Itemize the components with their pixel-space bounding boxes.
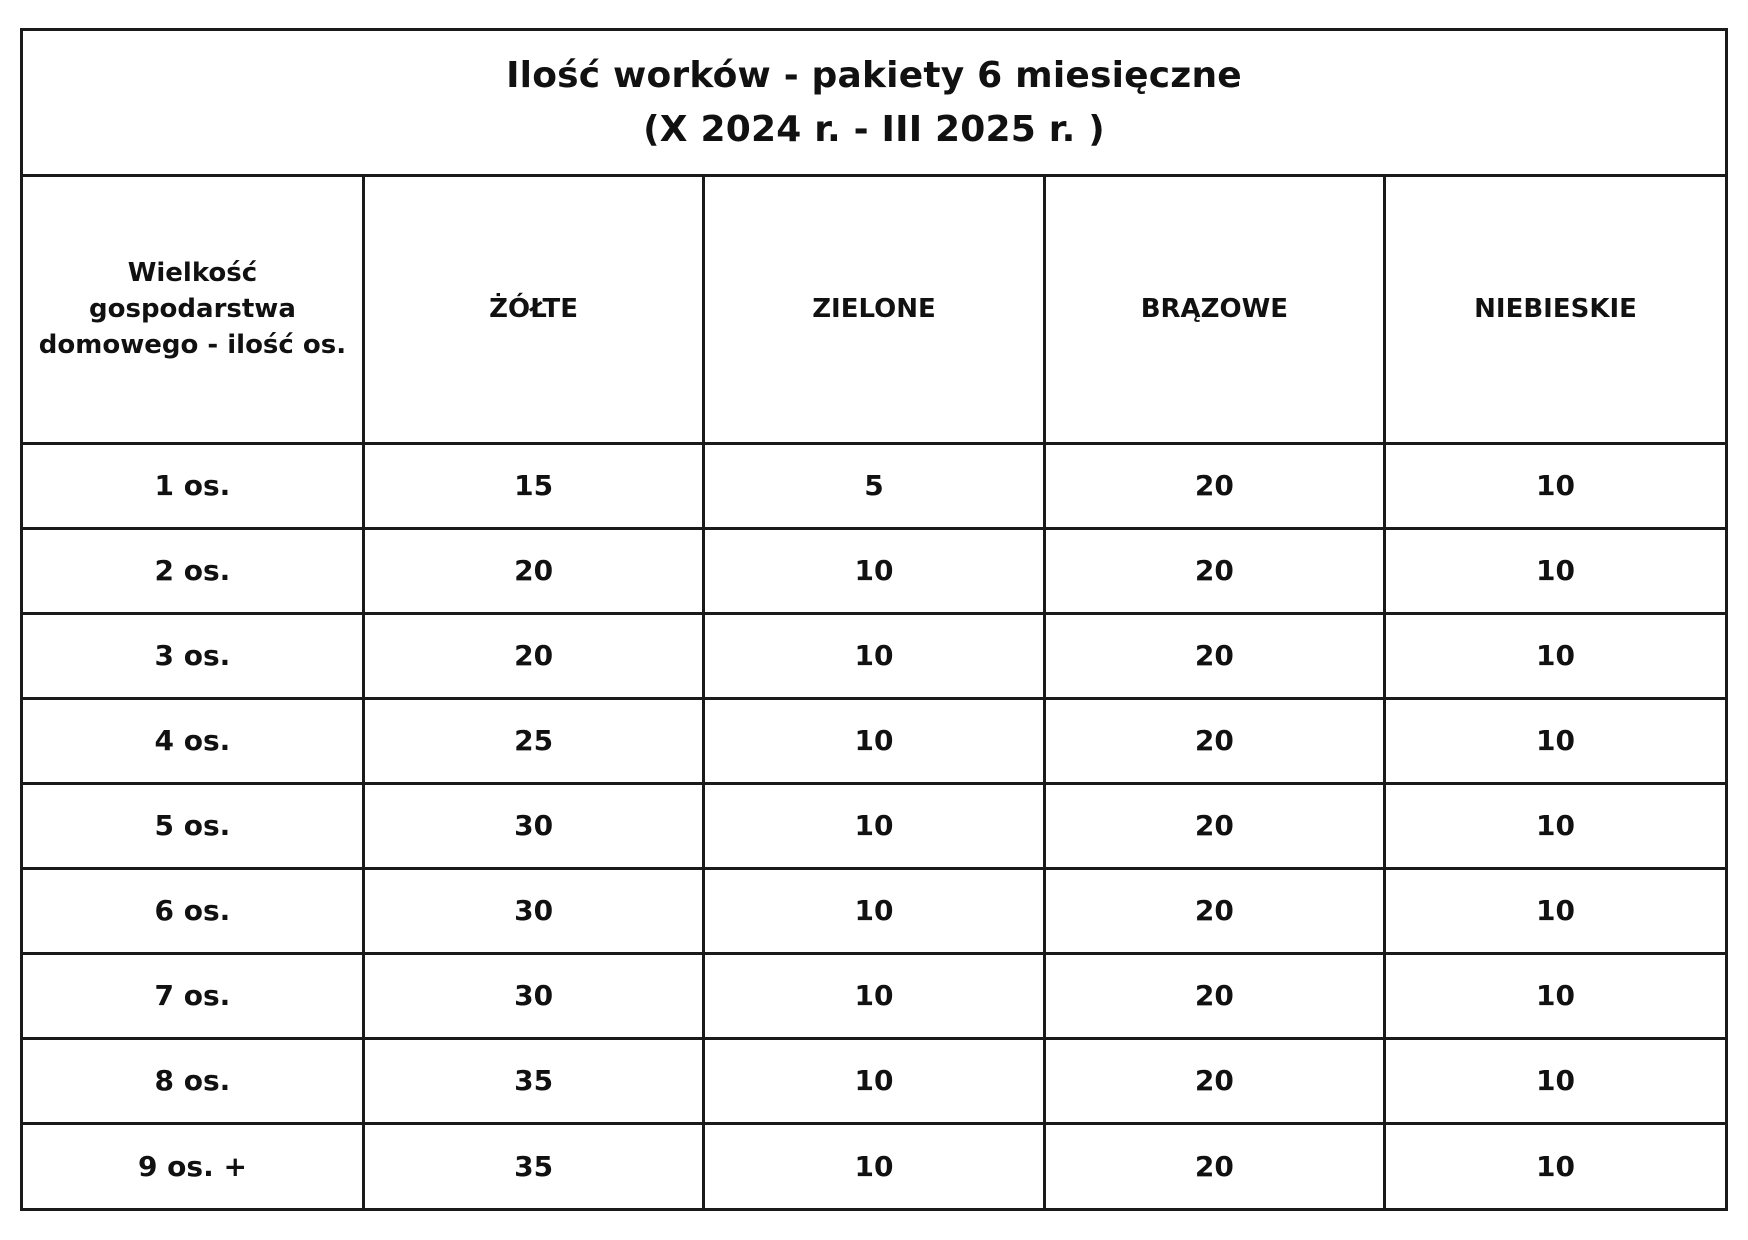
- household-size-cell: 3 os.: [23, 613, 363, 698]
- brown-count-cell: 20: [1044, 953, 1384, 1038]
- green-count-cell: 10: [704, 1123, 1044, 1208]
- blue-count-cell: 10: [1385, 1038, 1725, 1123]
- yellow-count-cell: 30: [363, 783, 703, 868]
- household-header-line-2: domowego - ilość os.: [38, 330, 347, 361]
- brown-count-cell: 20: [1044, 1038, 1384, 1123]
- brown-count-cell: 20: [1044, 528, 1384, 613]
- title-line-1: Ilość worków - pakiety 6 miesięczne: [506, 54, 1242, 96]
- household-size-cell: 5 os.: [23, 783, 363, 868]
- household-size-cell: 9 os. +: [23, 1123, 363, 1208]
- yellow-count-cell: 35: [363, 1123, 703, 1208]
- yellow-count-cell: 15: [363, 443, 703, 528]
- brown-column-header: BRĄZOWE: [1044, 177, 1384, 443]
- green-count-cell: 10: [704, 953, 1044, 1038]
- green-count-cell: 10: [704, 613, 1044, 698]
- table-row: [23, 1038, 1725, 1123]
- title-line-2: (X 2024 r. - III 2025 r. ): [643, 108, 1105, 150]
- yellow-count-cell: 35: [363, 1038, 703, 1123]
- yellow-count-cell: 20: [363, 528, 703, 613]
- brown-count-cell: 20: [1044, 783, 1384, 868]
- green-count-cell: 10: [704, 1038, 1044, 1123]
- household-size-cell: 2 os.: [23, 528, 363, 613]
- yellow-count-cell: 20: [363, 613, 703, 698]
- table-title: [23, 31, 1725, 177]
- table-row: [23, 783, 1725, 868]
- green-count-cell: 10: [704, 868, 1044, 953]
- table-row: [23, 953, 1725, 1038]
- green-count-cell: 10: [704, 698, 1044, 783]
- yellow-column-header: ŻÓŁTE: [363, 177, 703, 443]
- table-row: [23, 443, 1725, 528]
- yellow-count-cell: 25: [363, 698, 703, 783]
- blue-count-cell: 10: [1385, 868, 1725, 953]
- yellow-count-cell: 30: [363, 868, 703, 953]
- brown-count-cell: 20: [1044, 1123, 1384, 1208]
- blue-count-cell: 10: [1385, 528, 1725, 613]
- green-count-cell: 10: [704, 783, 1044, 868]
- blue-count-cell: 10: [1385, 613, 1725, 698]
- brown-count-cell: 20: [1044, 443, 1384, 528]
- table-row: [23, 1123, 1725, 1208]
- green-column-header: ZIELONE: [704, 177, 1044, 443]
- header-row: [23, 177, 1725, 443]
- blue-column-header: NIEBIESKIE: [1385, 177, 1725, 443]
- household-size-cell: 7 os.: [23, 953, 363, 1038]
- brown-count-cell: 20: [1044, 698, 1384, 783]
- table-row: [23, 868, 1725, 953]
- yellow-count-cell: 30: [363, 953, 703, 1038]
- bag-count-table: [23, 177, 1725, 1208]
- table-row: [23, 528, 1725, 613]
- household-size-cell: 1 os.: [23, 443, 363, 528]
- table-row: [23, 613, 1725, 698]
- household-size-cell: 6 os.: [23, 868, 363, 953]
- household-size-cell: 8 os.: [23, 1038, 363, 1123]
- bag-count-table-sheet: [20, 28, 1728, 1211]
- blue-count-cell: 10: [1385, 953, 1725, 1038]
- brown-count-cell: 20: [1044, 613, 1384, 698]
- blue-count-cell: 10: [1385, 1123, 1725, 1208]
- household-size-header: [23, 177, 363, 443]
- blue-count-cell: 10: [1385, 698, 1725, 783]
- household-header-line-1: Wielkość gospodarstwa: [89, 258, 296, 325]
- blue-count-cell: 10: [1385, 443, 1725, 528]
- green-count-cell: 10: [704, 528, 1044, 613]
- blue-count-cell: 10: [1385, 783, 1725, 868]
- green-count-cell: 5: [704, 443, 1044, 528]
- household-size-cell: 4 os.: [23, 698, 363, 783]
- table-row: [23, 698, 1725, 783]
- brown-count-cell: 20: [1044, 868, 1384, 953]
